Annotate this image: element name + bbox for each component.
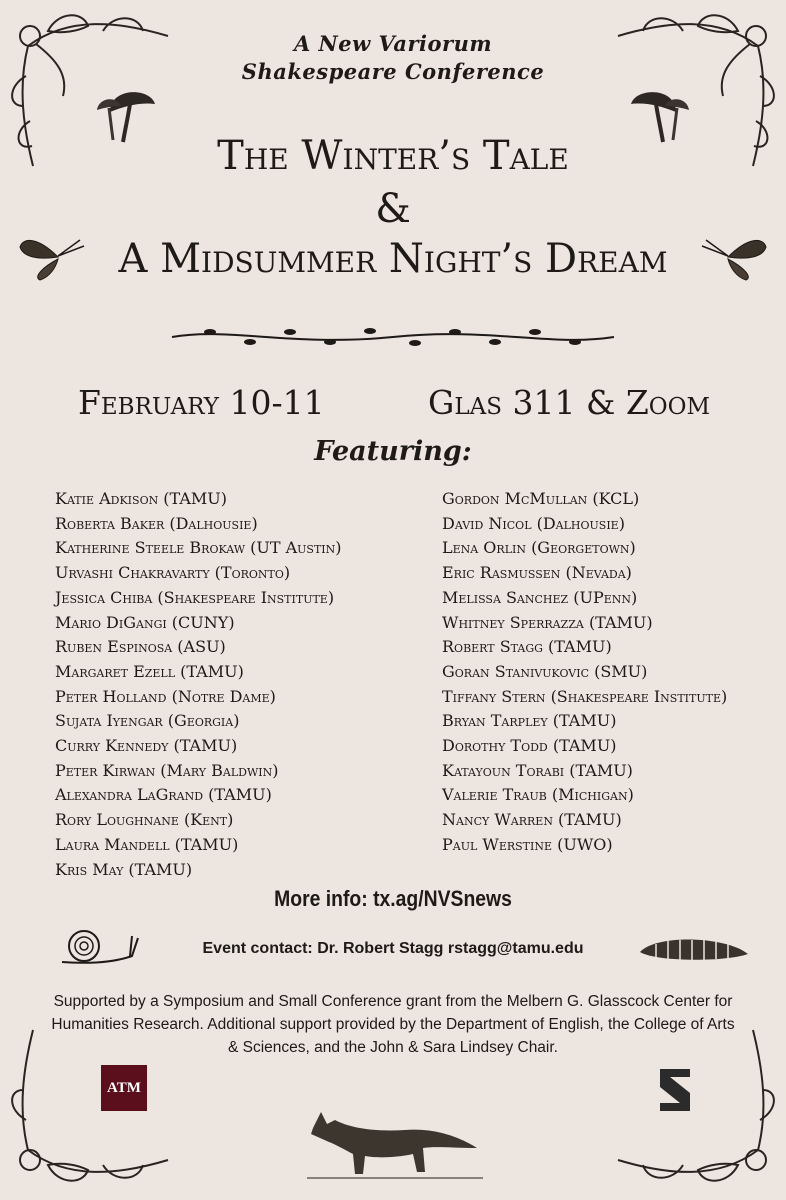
speaker-name: Katherine Steele Brokaw (UT Austin) — [55, 538, 342, 558]
speaker-name: Whitney Sperrazza (TAMU) — [442, 612, 653, 632]
conference-subtitle — [0, 30, 786, 86]
speaker-name: Kris May (TAMU) — [55, 859, 193, 879]
speaker-name: Melissa Sanchez (UPenn) — [442, 587, 638, 607]
speaker-name: Katie Adkison (TAMU) — [55, 489, 227, 508]
speaker-name: Mario DiGangi (CUNY) — [55, 612, 235, 632]
speaker-name: Curry Kennedy (TAMU) — [55, 736, 238, 756]
tamu-logo-icon — [101, 1065, 147, 1111]
speaker-name: Ruben Espinosa (ASU) — [55, 637, 226, 657]
speaker-name: Alexandra LaGrand (TAMU) — [55, 785, 272, 805]
speaker-name: Roberta Baker (Dalhousie) — [55, 513, 258, 533]
title-line-2: A Midsummer Night’s Dream — [118, 236, 668, 282]
speaker-name: Nancy Warren (TAMU) — [442, 810, 622, 830]
subtitle-line-1: A New Variorum — [293, 31, 493, 56]
speaker-name: Dorothy Todd (TAMU) — [442, 736, 617, 756]
speakers-right-column — [442, 487, 727, 858]
support-statement: Supported by a Symposium and Small Conference grant from the Melbern G. Glasscock Center for Humanities Research. Additional support provided by the Department of English, the College of Arts & Sciences, and the John & Sara Lindsey Chair. — [51, 993, 735, 1056]
speakers-left-column — [55, 487, 342, 882]
speaker-name: Urvashi Chakravarty (Toronto) — [55, 563, 291, 583]
speaker-name: Rory Loughnane (Kent) — [55, 810, 234, 830]
speaker-name: Robert Stagg (TAMU) — [442, 637, 612, 657]
speaker-name: Laura Mandell (TAMU) — [55, 834, 239, 854]
tamu-logo-text: ATM — [107, 1079, 141, 1096]
speaker-name: Peter Holland (Notre Dame) — [55, 686, 276, 706]
vine-divider-icon — [170, 322, 616, 352]
event-venue: Glas 311 & Zoom — [428, 383, 711, 422]
event-date: February 10-11 — [78, 383, 325, 422]
speaker-name: Peter Kirwan (Mary Baldwin) — [55, 760, 279, 780]
speaker-name: Gordon McMullan (KCL) — [442, 489, 640, 508]
title-ampersand: & — [375, 186, 411, 232]
s-logo-icon — [656, 1067, 694, 1113]
speaker-name: Katayoun Torabi (TAMU) — [442, 760, 633, 780]
more-info-link[interactable]: More info: tx.ag/NVSnews — [274, 886, 512, 911]
speaker-name: Valerie Traub (Michigan) — [442, 785, 634, 805]
speaker-name: Jessica Chiba (Shakespeare Institute) — [55, 587, 335, 607]
speaker-name: Margaret Ezell (TAMU) — [55, 661, 244, 681]
speaker-name: Sujata Iyengar (Georgia) — [55, 711, 240, 731]
speaker-name: Tiffany Stern (Shakespeare Institute) — [442, 686, 728, 706]
subtitle-line-2: Shakespeare Conference — [241, 59, 545, 84]
featuring-heading: Featuring: — [314, 436, 472, 467]
title-line-1: The Winter’s Tale — [217, 133, 569, 179]
caterpillar-icon — [636, 932, 752, 964]
fox-icon — [305, 1098, 485, 1180]
speaker-name: Paul Werstine (UWO) — [442, 834, 613, 854]
event-contact: Event contact: Dr. Robert Stagg rstagg@tamu.edu — [202, 940, 584, 957]
speaker-name: Lena Orlin (Georgetown) — [442, 538, 636, 558]
speaker-name: David Nicol (Dalhousie) — [442, 513, 625, 533]
speaker-name: Bryan Tarpley (TAMU) — [442, 711, 617, 731]
speaker-name: Eric Rasmussen (Nevada) — [442, 563, 632, 583]
speaker-name: Goran Stanivukovic (SMU) — [442, 661, 648, 681]
